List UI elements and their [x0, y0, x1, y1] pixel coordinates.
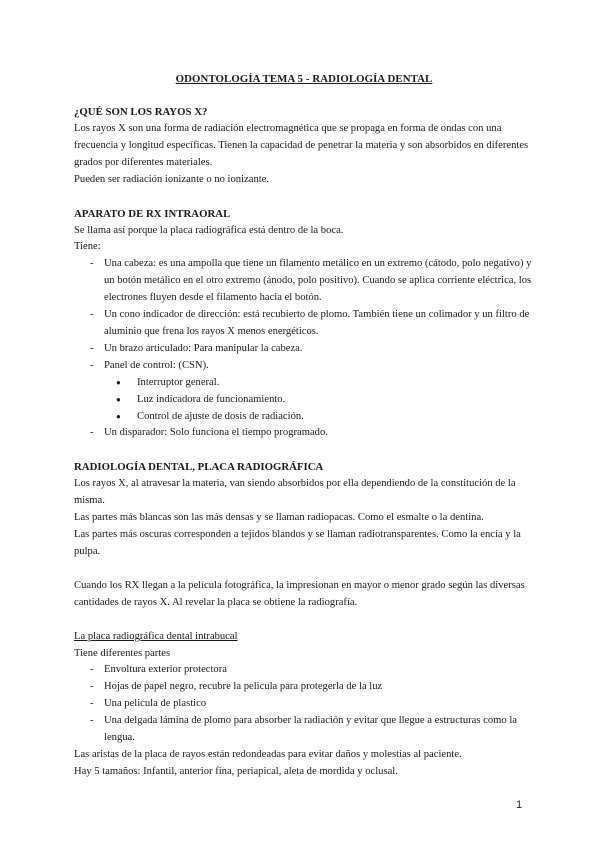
aparato-list [74, 256, 534, 442]
list-item [74, 358, 534, 426]
paragraph: Las partes más blancas son las más densas y se llaman radiopacas. Como el esmalte o la dentina. [74, 512, 484, 524]
paragraph: Pueden ser radiación ionizante o no ionizante. [74, 173, 270, 185]
list-item-text: Panel de control: (CSN). [104, 359, 209, 371]
list-item: - Un brazo articulado: Para manipular la cabeza. [74, 341, 534, 358]
document-title: ODONTOLOGÍA TEMA 5 - RADIOLOGÍA DENTAL [175, 73, 433, 85]
list-item: - Un cono indicador de dirección: está recubierto de plomo. También tiene un colimador y un filtro de aluminio que frena los rayos X menos energéticos. [74, 307, 534, 341]
sub-list-item: ● Interruptor general. [74, 375, 534, 392]
paragraph: Tiene diferentes partes [74, 647, 171, 659]
panel-sublist [74, 375, 534, 426]
paragraph: Los rayos X son una forma de radiación electromagnética que se propaga en forma de ondas con una frecuencia y longitud específicas. Tienen la capacidad de penetrar la materia y son absorbidos en diferentes grados por diferentes materiales. [74, 122, 529, 168]
paragraph: Tiene: [74, 241, 101, 253]
list-item: - Un disparador: Solo funciona el tiempo programado. [74, 425, 534, 442]
paragraph: Se llama así porque la placa radiográfica está dentro de la boca. [74, 224, 344, 236]
paragraph: Las partes más oscuras corresponden a tejidos blandos y se llaman radiotransparentes. Como la encía y la pulpa. [74, 529, 521, 557]
section-heading-aparato: APARATO DE RX INTRAORAL [74, 207, 231, 220]
section-heading-placa: RADIOLOGÍA DENTAL, PLACA RADIOGRÁFICA [74, 461, 324, 474]
sub-list-item: ● Luz indicadora de funcionamiento. [74, 392, 534, 409]
paragraph: Cuando los RX llegan a la película fotográfica, la impresionan en mayor o menor grado según las diversas cantidades de rayos X. Al revelar la placa se obtiene la radiografía. [74, 579, 525, 608]
section-heading-rayos-x: ¿QUÉ SON LOS RAYOS X? [74, 105, 208, 118]
subsection-title: La placa radiográfica dental intrabucal [74, 630, 238, 642]
paragraph: Hay 5 tamaños: Infantil, anterior fina, periapical, aleta de mordida y oclusal. [74, 765, 398, 777]
placa-list [74, 662, 534, 747]
paragraph: Las aristas de la placa de rayos están redondeadas para evitar daños y molestias al paciente. [74, 749, 462, 760]
paragraph: Los rayos X, al atravesar la materia, van siendo absorbidos por ella dependiendo de la constitución de la misma. [74, 478, 516, 507]
list-item: - Envoltura exterior protectora [74, 662, 534, 679]
sub-list-item: ● Control de ajuste de dosis de radiación. [74, 409, 534, 426]
page-number: 1 [516, 799, 523, 811]
list-item: - Hojas de papel negro, recubre la pelicula para protegerla de la luz [74, 679, 534, 696]
list-item: - Una cabeza: es una ampolla que tiene un filamento metálico en un extremo (cátodo, polo negativo) y un botón metálico en el otro extremo (ánodo, polo positivo). Cuando se aplica corriente eléctrica, los electrones fluyen desde el filamento hacia el botón. [74, 256, 534, 307]
list-item: - Una delgada lámina de plomo para absorber la radiación y evitar que llegue a estructuras como la lengua. [74, 713, 534, 747]
list-item: - Una pelicula de plastico [74, 696, 534, 713]
document-page [74, 71, 534, 781]
